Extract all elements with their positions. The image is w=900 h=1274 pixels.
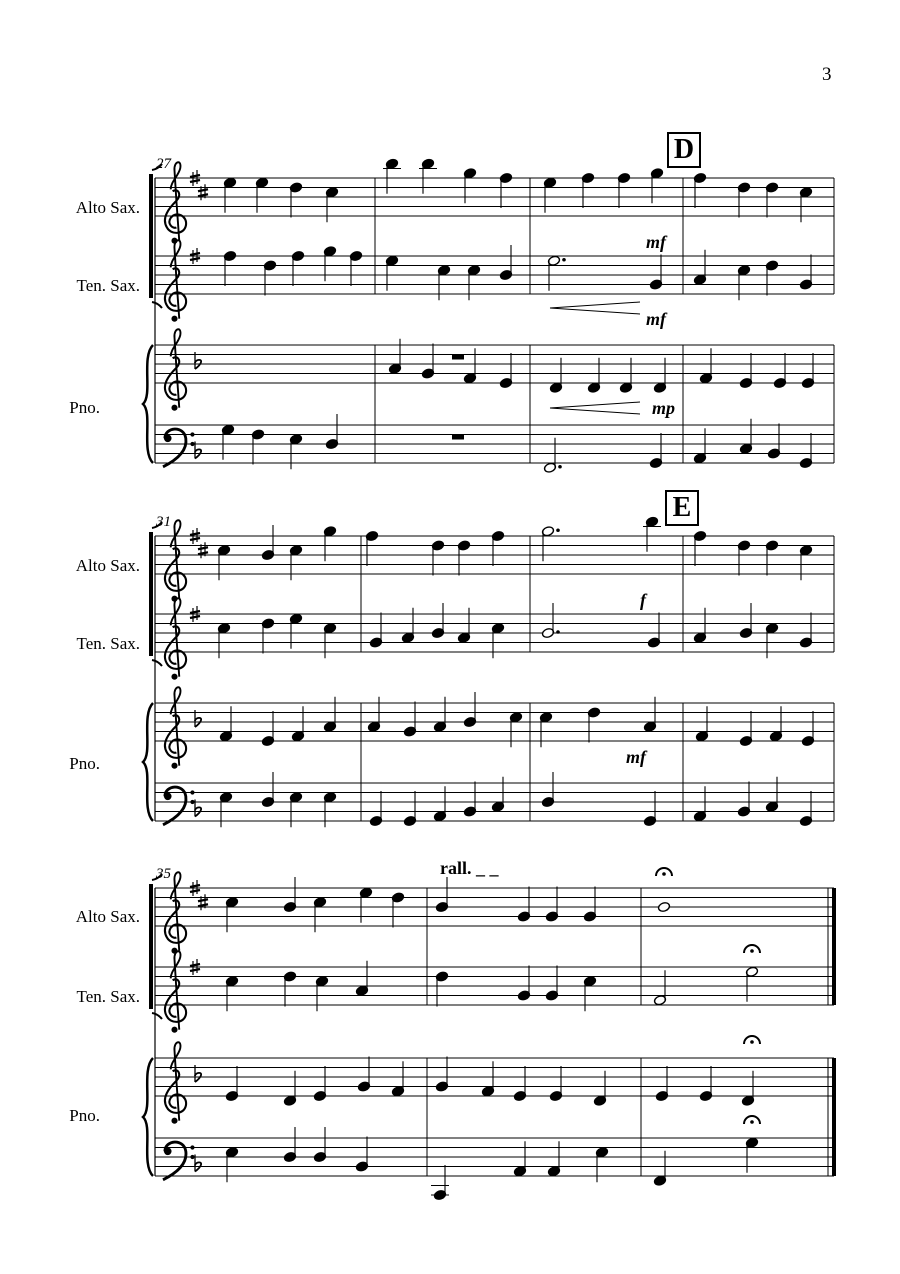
tenor-m35-note-3 bbox=[315, 976, 328, 1012]
alto-staff-3 bbox=[155, 888, 834, 926]
piano-rh-chord-3 bbox=[619, 358, 632, 394]
piano-rh-s2-note-7 bbox=[433, 697, 446, 733]
alto-m28-note-2 bbox=[419, 158, 437, 194]
piano-lh-s3-note-3 bbox=[313, 1127, 326, 1163]
alto-m27-note-2 bbox=[255, 177, 268, 213]
tenor-m29-half bbox=[547, 255, 565, 291]
piano-lh-s2-note-1 bbox=[219, 792, 232, 828]
tenor-m33-half bbox=[541, 603, 559, 639]
alto-m32-note-1 bbox=[365, 530, 378, 566]
alto-treble-clef-2 bbox=[165, 520, 186, 601]
alto-m35-note-2 bbox=[283, 877, 296, 913]
piano-lh-s3-note-8 bbox=[595, 1147, 608, 1183]
dynamic-tenor-mf: mf bbox=[646, 309, 666, 329]
dynamic-piano-mf: mf bbox=[626, 747, 646, 767]
piano-lh-m27-note-3 bbox=[289, 434, 302, 470]
tenor-m31-note-3 bbox=[289, 613, 302, 649]
fermata-dot-2 bbox=[750, 949, 754, 953]
piano-rh-staff-3 bbox=[155, 1058, 834, 1096]
alto-sax-label-2: Alto Sax. bbox=[75, 556, 140, 575]
tenor-m32-note-4 bbox=[457, 608, 470, 644]
alto-key-sharp-c-1 bbox=[198, 184, 208, 200]
tenor-sax-label-2: Ten. Sax. bbox=[76, 634, 140, 653]
piano-rh-s2-note-8 bbox=[463, 692, 476, 728]
fermata-dot-4 bbox=[750, 1120, 754, 1124]
piano-lh-whole-rest bbox=[452, 435, 464, 440]
sax-bracket-ends-1 bbox=[152, 164, 162, 308]
tenor-m28-note-2 bbox=[437, 265, 450, 301]
dynamic-piano-mp: mp bbox=[652, 398, 676, 418]
piano-treble-clef-3 bbox=[165, 1042, 186, 1123]
piano-rh-chord-4 bbox=[653, 358, 666, 394]
piano-rh-s2-note-3 bbox=[291, 706, 304, 742]
piano-lh-s2-note-2 bbox=[261, 772, 274, 808]
piano-rh-s3-note-5 bbox=[391, 1061, 404, 1097]
tenor-m37-half-1 bbox=[653, 970, 666, 1006]
page-number: 3 bbox=[822, 64, 832, 85]
rehearsal-mark-e: E bbox=[665, 490, 699, 526]
piano-lh-s2-note-7 bbox=[433, 786, 446, 822]
piano-rh-whole-rest bbox=[452, 355, 464, 360]
tenor-m37-half-2 bbox=[745, 966, 758, 1002]
piano-rh-s3-note-6 bbox=[435, 1057, 448, 1093]
piano-lh-s2-note-9 bbox=[491, 777, 504, 813]
measure-number-31: 31 bbox=[156, 514, 171, 530]
piano-rh-chord-5 bbox=[699, 348, 712, 384]
tenor-m35-note-1 bbox=[225, 976, 238, 1012]
piano-brace-1 bbox=[143, 345, 153, 463]
piano-rh-staff-2 bbox=[155, 703, 834, 741]
piano-lh-m30-note-1 bbox=[693, 428, 706, 464]
dynamic-tenor-f: f bbox=[640, 590, 646, 610]
piano-lh-m30-note-4 bbox=[799, 433, 812, 469]
tenor-m34-note-1 bbox=[693, 608, 706, 644]
piano-rh-s3-note-9 bbox=[549, 1066, 562, 1102]
alto-key-sharp-c-2 bbox=[198, 542, 208, 558]
alto-m36-note-3 bbox=[545, 887, 558, 923]
alto-m34-note-4 bbox=[799, 545, 812, 581]
alto-m34-note-2 bbox=[737, 540, 750, 576]
tenor-m31-note-1 bbox=[217, 623, 230, 659]
alto-m33-half bbox=[541, 526, 559, 562]
piano-lh-s2-note-13 bbox=[737, 782, 750, 818]
alto-m35-note-1 bbox=[225, 897, 238, 933]
piano-rh-s2-note-6 bbox=[403, 702, 416, 738]
alto-key-sharp-c-3 bbox=[198, 894, 208, 910]
alto-m29-note-1 bbox=[543, 177, 556, 213]
alto-m28-note-4 bbox=[499, 172, 512, 208]
alto-m30-note-3 bbox=[765, 182, 778, 218]
tenor-m27-note-2 bbox=[263, 260, 276, 296]
alto-m30-note-4 bbox=[799, 187, 812, 223]
tenor-m34-note-3 bbox=[765, 623, 778, 659]
tenor-m27-note-4 bbox=[323, 246, 336, 282]
piano-lh-s3-note-5 bbox=[431, 1165, 449, 1201]
piano-lh-s3-note-9 bbox=[653, 1151, 666, 1187]
alto-m29-note-4 bbox=[650, 168, 663, 204]
tenor-sax-label-3: Ten. Sax. bbox=[76, 987, 140, 1006]
tenor-m29-note bbox=[649, 255, 662, 291]
piano-rh-m28-note-4 bbox=[499, 353, 512, 389]
piano-label-3: Pno. bbox=[69, 1106, 100, 1125]
tenor-staff-2 bbox=[155, 614, 834, 652]
piano-rh-s3-note-10 bbox=[593, 1071, 606, 1107]
alto-m27-note-3 bbox=[289, 182, 302, 218]
alto-m29-note-3 bbox=[617, 172, 630, 208]
piano-rh-s3-note-8 bbox=[513, 1066, 526, 1102]
piano-brace-2 bbox=[143, 703, 153, 821]
piano-lh-s2-note-10 bbox=[541, 772, 554, 808]
alto-m30-note-2 bbox=[737, 182, 750, 218]
piano-rh-chord-1 bbox=[549, 358, 562, 394]
piano-rh-s3-note-3 bbox=[313, 1066, 326, 1102]
piano-lh-m27-note-4 bbox=[325, 414, 338, 450]
tenor-m30-note-1 bbox=[693, 250, 706, 286]
piano-rh-s2-note-14 bbox=[739, 711, 752, 747]
piano-rh-s3-note-4 bbox=[357, 1057, 370, 1093]
tenor-m30-note-2 bbox=[737, 265, 750, 301]
fermata-dot-3 bbox=[750, 1040, 754, 1044]
tenor-m34-note-2 bbox=[739, 603, 752, 639]
tenor-m27-note-3 bbox=[291, 250, 304, 286]
alto-m32-note-4 bbox=[491, 530, 504, 566]
piano-lh-m30-note-3 bbox=[767, 424, 780, 460]
piano-lh-s2-note-12 bbox=[693, 786, 706, 822]
piano-rh-s3-note-13 bbox=[741, 1071, 754, 1107]
alto-m36-note-4 bbox=[583, 887, 596, 923]
piano-crescendo-hairpin bbox=[550, 402, 640, 414]
alto-m30-note-1 bbox=[693, 172, 706, 208]
piano-lh-m29-note bbox=[649, 433, 662, 469]
piano-lh-s3-note-10 bbox=[745, 1137, 758, 1173]
tenor-crescendo-hairpin bbox=[550, 302, 640, 314]
tenor-staff-1 bbox=[155, 256, 834, 294]
piano-rh-chord-2 bbox=[587, 358, 600, 394]
alto-m31-note-4 bbox=[323, 526, 336, 562]
tenor-m32-note-2 bbox=[401, 608, 414, 644]
tenor-treble-clef-1 bbox=[165, 240, 186, 321]
piano-label-2: Pno. bbox=[69, 754, 100, 773]
alto-m35-note-5 bbox=[391, 892, 404, 928]
piano-rh-chord-7 bbox=[773, 353, 786, 389]
tenor-m32-note-3 bbox=[431, 603, 444, 639]
piano-lh-m27-note-2 bbox=[251, 429, 264, 465]
piano-lh-s2-note-15 bbox=[799, 791, 812, 827]
alto-treble-clef-3 bbox=[165, 872, 186, 953]
piano-lh-s3-note-6 bbox=[513, 1141, 526, 1177]
dynamic-alto-mf: mf bbox=[646, 232, 666, 252]
piano-treble-clef-1 bbox=[165, 329, 186, 410]
piano-lh-s2-note-8 bbox=[463, 782, 476, 818]
piano-rh-s3-note-2 bbox=[283, 1071, 296, 1107]
alto-m37-whole bbox=[657, 901, 670, 912]
rall-marking: rall. _ _ bbox=[440, 858, 499, 878]
piano-lh-s2-note-4 bbox=[323, 792, 336, 828]
piano-lh-m27-note-1 bbox=[221, 424, 234, 460]
tenor-m27-note-1 bbox=[223, 250, 236, 286]
tenor-m36-note-3 bbox=[545, 966, 558, 1002]
tenor-m36-note-2 bbox=[517, 966, 530, 1002]
piano-rh-s3-note-12 bbox=[699, 1066, 712, 1102]
alto-treble-clef-1 bbox=[165, 162, 186, 243]
alto-m33-note bbox=[643, 516, 661, 552]
tenor-m28-note-4 bbox=[499, 245, 512, 281]
piano-rh-s2-note-5 bbox=[367, 697, 380, 733]
piano-lh-s2-note-5 bbox=[369, 791, 382, 827]
piano-label-1: Pno. bbox=[69, 398, 100, 417]
piano-rh-s2-note-12 bbox=[643, 697, 656, 733]
piano-lh-s3-note-4 bbox=[355, 1137, 368, 1173]
piano-lh-staff-2 bbox=[155, 783, 834, 821]
alto-m27-note-4 bbox=[325, 187, 338, 223]
alto-m35-note-4 bbox=[359, 887, 372, 923]
fermata-dot-1 bbox=[662, 872, 666, 876]
piano-rh-staff-1 bbox=[155, 345, 834, 383]
measure-number-35: 35 bbox=[156, 866, 171, 882]
alto-m27-note-1 bbox=[223, 177, 236, 213]
piano-lh-s3-note-1 bbox=[225, 1147, 238, 1183]
sax-bracket-ends-3 bbox=[152, 874, 162, 1019]
piano-rh-s2-note-13 bbox=[695, 706, 708, 742]
alto-sax-label-3: Alto Sax. bbox=[75, 907, 140, 926]
tenor-m30-note-3 bbox=[765, 260, 778, 296]
alto-sax-label-1: Alto Sax. bbox=[75, 198, 140, 217]
alto-m31-note-3 bbox=[289, 545, 302, 581]
alto-m29-note-2 bbox=[581, 172, 594, 208]
piano-lh-s2-note-14 bbox=[765, 777, 778, 813]
rehearsal-mark-d: D bbox=[667, 132, 701, 168]
tenor-m27-note-5 bbox=[349, 250, 362, 286]
alto-m34-note-3 bbox=[765, 540, 778, 576]
piano-rh-s2-note-16 bbox=[801, 711, 814, 747]
tenor-m36-note-1 bbox=[435, 971, 448, 1007]
piano-rh-chord-8 bbox=[801, 353, 814, 389]
tenor-m35-note-4 bbox=[355, 961, 368, 997]
tenor-m28-note-1 bbox=[385, 255, 398, 291]
sax-bracket-ends-2 bbox=[152, 522, 162, 666]
alto-m34-note-1 bbox=[693, 530, 706, 566]
measure-number-27: 27 bbox=[156, 156, 171, 172]
piano-rh-s2-note-2 bbox=[261, 711, 274, 747]
alto-m36-note-1 bbox=[435, 877, 448, 913]
tenor-sax-label-1: Ten. Sax. bbox=[76, 276, 140, 295]
piano-treble-clef-2 bbox=[165, 687, 186, 768]
piano-rh-m28-note-3 bbox=[463, 348, 476, 384]
tenor-m31-note-4 bbox=[323, 623, 336, 659]
alto-m28-note-1 bbox=[383, 158, 401, 194]
alto-m32-note-3 bbox=[457, 540, 470, 576]
tenor-m28-note-3 bbox=[467, 265, 480, 301]
tenor-treble-clef-3 bbox=[165, 951, 186, 1032]
tenor-staff-3 bbox=[155, 967, 834, 1005]
tenor-m34-note-4 bbox=[799, 613, 812, 649]
piano-lh-s3-note-2 bbox=[283, 1127, 296, 1163]
piano-lh-s2-note-11 bbox=[643, 791, 656, 827]
tenor-m31-note-2 bbox=[261, 618, 274, 654]
piano-lh-s2-note-3 bbox=[289, 792, 302, 828]
piano-rh-s3-note-1 bbox=[225, 1066, 238, 1102]
alto-m32-note-2 bbox=[431, 540, 444, 576]
tenor-m36-note-4 bbox=[583, 976, 596, 1012]
piano-lh-s2-note-6 bbox=[403, 791, 416, 827]
alto-m36-note-2 bbox=[517, 887, 530, 923]
piano-rh-m28-note-2 bbox=[421, 344, 434, 380]
piano-rh-s2-note-11 bbox=[587, 707, 600, 743]
alto-m31-note-1 bbox=[217, 545, 230, 581]
piano-lh-m29-half bbox=[543, 438, 561, 474]
tenor-m30-note-4 bbox=[799, 255, 812, 291]
piano-lh-m30-note-2 bbox=[739, 419, 752, 455]
piano-rh-s2-note-1 bbox=[219, 706, 232, 742]
piano-rh-s2-note-15 bbox=[769, 706, 782, 742]
tenor-m32-note-1 bbox=[369, 613, 382, 649]
tenor-m35-note-2 bbox=[283, 971, 296, 1007]
piano-rh-s2-note-4 bbox=[323, 697, 336, 733]
piano-rh-s3-note-7 bbox=[481, 1061, 494, 1097]
piano-lh-s3-note-7 bbox=[547, 1141, 560, 1177]
piano-lh-staff-3 bbox=[155, 1138, 834, 1176]
tenor-treble-clef-2 bbox=[165, 598, 186, 679]
piano-rh-m28-note-1 bbox=[388, 339, 401, 375]
tenor-m33-note bbox=[647, 613, 660, 649]
piano-rh-s2-note-9 bbox=[509, 712, 522, 748]
piano-rh-s3-note-11 bbox=[655, 1066, 668, 1102]
alto-m28-note-3 bbox=[463, 168, 476, 204]
piano-brace-3 bbox=[143, 1058, 153, 1176]
piano-rh-s2-note-10 bbox=[539, 712, 552, 748]
alto-m31-note-2 bbox=[261, 525, 274, 561]
tenor-m32-note-5 bbox=[491, 623, 504, 659]
piano-rh-chord-6 bbox=[739, 353, 752, 389]
alto-m35-note-3 bbox=[313, 897, 326, 933]
alto-staff-2 bbox=[155, 536, 834, 574]
